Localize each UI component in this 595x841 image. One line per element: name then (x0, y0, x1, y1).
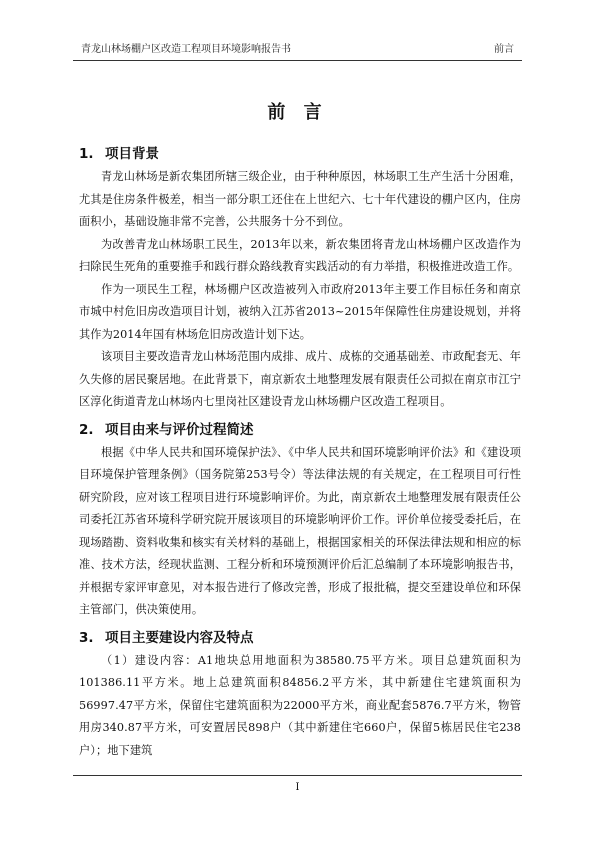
footer-divider (73, 775, 522, 776)
section-number: 1. (79, 146, 94, 162)
document-body (79, 142, 521, 762)
section-number: 2. (79, 421, 94, 438)
paragraph: 作为一项民生工程，林场棚户区改造被列入市政府2013年主要工作目标任务和南京市城中村危旧房改造项目计划，被纳入江苏省2013~2015年保障性住房建设规划，并将其作为2014年国有林场危旧房改造计划下达。 (79, 282, 521, 341)
paragraph: 根据《中华人民共和国环境保护法》、《中华人民共和国环境影响评价法》和《建设项目环境保护管理条例》（国务院第253号令）等法律法规的有关规定，在工程项目可行性研究阶段，应对该工程项目进行环境影响评价。为此，南京新农土地整理发展有限责任公司委托江苏省环境科学研究院开展该项目的环境影响评价工作。评价单位接受委托后，在现场踏勘、资料收集和核实有关材料的基础上，根据国家相关的环保法律法规和相应的标准、技术方法，经现状监测、工程分析和环境预测评价后汇总编制了本环境影响报告书，并根据专家评审意见，对本报告进行了修改完善，形成了报批稿，提交至建设单位和环保主管部门，供决策使用。 (79, 445, 521, 616)
paragraph: 该项目主要改造青龙山林场范围内成排、成片、成栋的交通基础差、市政配套无、年久失修的居民聚居地。在此背景下，南京新农土地整理发展有限责任公司拟在南京市江宁区淳化街道青龙山林场内七里岗社区建设青龙山林场棚户区改造工程项目。 (79, 350, 521, 408)
section-title: 项目主要建设内容及特点 (105, 629, 254, 646)
paragraph: （1）建设内容：A1地块总用地面积为38580.75平方米。项目总建筑面积为101386.11平方米。地上总建筑面积84856.2平方米，其中新建住宅建筑面积为56997.47平方米，保留住宅建筑面积为22000平方米，商业配套5876.7平方米，物管用房340.87平方米，可安置居民898户（其中新建住宅660户，保留5栋居民住宅238户）；地下建筑 (79, 653, 521, 757)
header-section-name: 前言 (494, 44, 514, 55)
section-heading-3 (79, 626, 521, 650)
paragraph: 为改善青龙山林场职工民生，2013年以来，新农集团将青龙山林场棚户区改造作为扫除民生死角的重要推手和践行群众路线教育实践活动的有力举措，积极推进改造工作。 (79, 237, 521, 273)
section-title: 项目由来与评价过程简述 (105, 421, 254, 438)
page-header (73, 40, 522, 56)
section-title: 项目背景 (105, 146, 159, 162)
section-heading-1 (79, 142, 521, 166)
section-heading-2 (79, 418, 521, 442)
paragraph: 青龙山林场是新农集团所辖三级企业，由于种种原因，林场职工生产生活十分困难，尤其是住房条件极差，相当一部分职工还住在上世纪六、七十年代建设的棚户区内，住房面积小，基础设施非常不完善，公共服务十分不到位。 (79, 170, 521, 228)
header-document-title: 青龙山林场棚户区改造工程项目环境影响报告书 (81, 44, 291, 55)
section-number: 3. (79, 629, 94, 646)
page-number: I (295, 782, 300, 793)
page-title: 前 言 (267, 102, 328, 123)
header-divider (73, 60, 522, 61)
